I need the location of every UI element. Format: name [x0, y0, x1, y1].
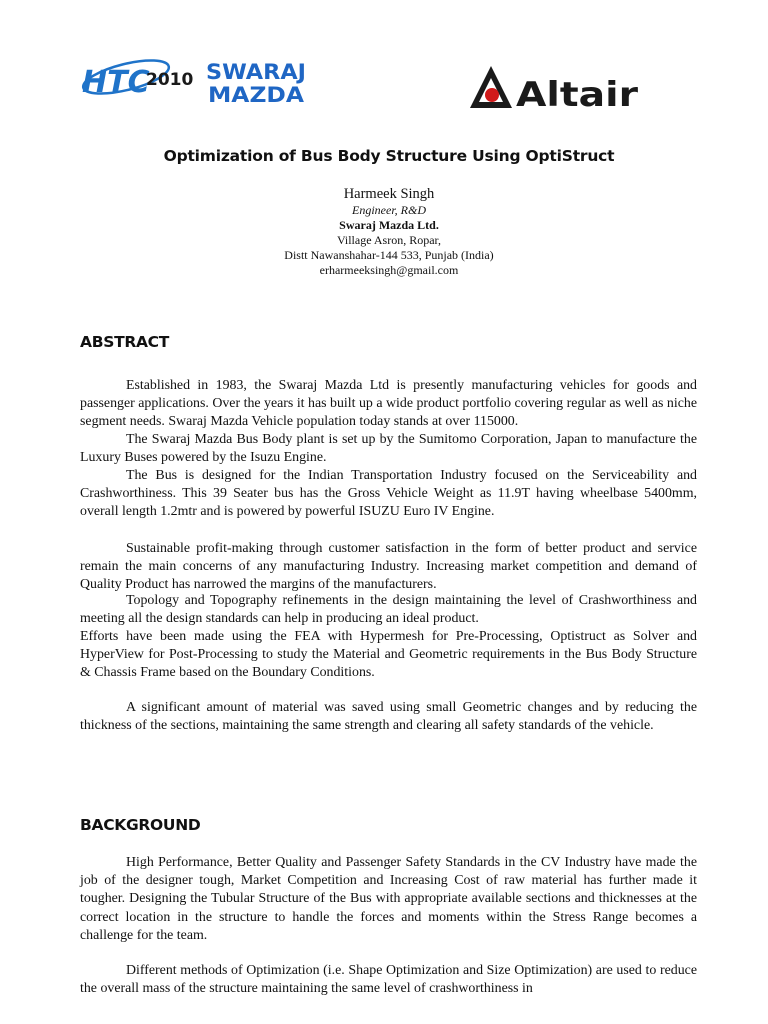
htc-logo-year: 2010 — [146, 70, 194, 90]
abstract-paragraph-7: A significant amount of material was saved using small Geometric changes and by reducing the thickness of the sections, maintaining the same strength and clearing all safety standards of the vehicle. — [80, 700, 697, 734]
altair-logo-text: Altair — [516, 75, 639, 112]
author-organization: Swaraj Mazda Ltd. — [339, 218, 439, 232]
author-address-line-2: Distt Nawanshahar-144 533, Punjab (India) — [284, 248, 494, 262]
background-heading: BACKGROUND — [80, 816, 201, 834]
background-paragraph-1: High Performance, Better Quality and Passenger Safety Standards in the CV Industry have made the job of the designer tough, Market Competition and Increasing Cost of raw material has further made it tougher. Designing the Tubular Structure of the Bus with appropriate available sections and thicknesses at the correct location in the structure to handle the forces and moments within the Stress Range becomes a challenge for the team. — [80, 855, 697, 943]
abstract-paragraph-4: Sustainable profit-making through customer satisfaction in the form of better product and service remain the main concerns of any manufacturing Industry. Increasing market competition and demand of Quality Product has narrowed the margins of the manufacturers. — [80, 541, 697, 593]
abstract-paragraph-6: Efforts have been made using the FEA with Hypermesh for Pre-Processing, Optistruct as Solver and HyperView for Post-Processing to study the Material and Geometric requirements in the Bus Body Structure & Chassis Frame based on the Boundary Conditions. — [80, 629, 697, 681]
htc-logo-text: HTC — [82, 65, 150, 100]
paper-title: Optimization of Bus Body Structure Using OptiStruct — [163, 147, 615, 165]
author-role: Engineer, R&D — [352, 203, 426, 217]
altair-logo — [468, 64, 640, 112]
htc-2010-logo — [76, 55, 206, 103]
swaraj-logo-line2: MAZDA — [208, 83, 305, 107]
swaraj-logo-line1: SWARAJ — [206, 60, 306, 84]
author-email: erharmeeksingh@gmail.com — [319, 263, 459, 277]
author-name: Harmeek Singh — [343, 186, 435, 202]
swaraj-mazda-logo — [206, 58, 310, 108]
abstract-paragraph-2: The Swaraj Mazda Bus Body plant is set up by the Sumitomo Corporation, Japan to manufacture the Luxury Buses powered by the Isuzu Engine. — [80, 432, 697, 466]
abstract-paragraph-3: The Bus is designed for the Indian Transportation Industry focused on the Serviceability and Crashworthiness. This 39 Seater bus has the Gross Vehicle Weight as 11.9T having wheelbase 5400mm, overall length 1.2mtr and is powered by powerful ISUZU Euro IV Engine. — [80, 468, 697, 520]
abstract-heading: ABSTRACT — [80, 333, 170, 351]
abstract-paragraph-5: Topology and Topography refinements in the design maintaining the level of Crashworthiness and meeting all the design standards can help in producing an ideal product. — [80, 593, 697, 627]
author-block — [0, 186, 768, 278]
background-paragraph-2: Different methods of Optimization (i.e. Shape Optimization and Size Optimization) are used to reduce the overall mass of the structure maintaining the same level of crashworthiness in — [80, 963, 697, 997]
abstract-paragraph-1: Established in 1983, the Swaraj Mazda Ltd is presently manufacturing vehicles for goods and passenger applications. Over the years it has built up a wide product portfolio covering regular as well as niche segment needs. Swaraj Mazda Vehicle population today stands at over 115000. — [80, 378, 697, 430]
author-address-line-1: Village Asron, Ropar, — [336, 233, 442, 247]
